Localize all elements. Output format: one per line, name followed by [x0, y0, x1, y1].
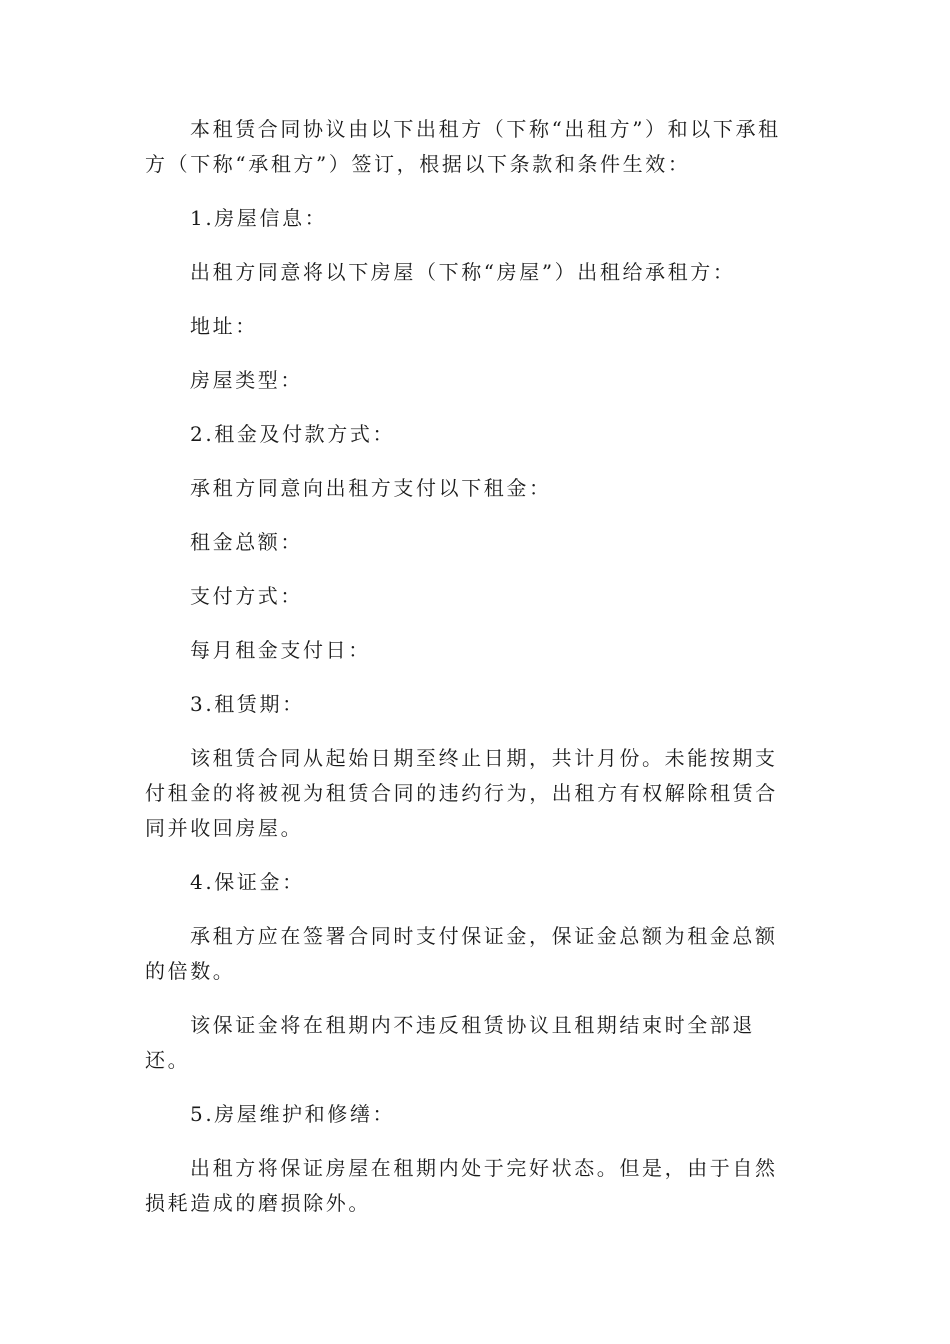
- document-body: [145, 112, 795, 1240]
- paragraph-rent-agreement: 承租方同意向出租方支付以下租金：: [190, 476, 552, 500]
- section-heading-rent-payment: 2.租金及付款方式：: [190, 422, 396, 446]
- section-heading-deposit: 4.保证金：: [190, 870, 305, 894]
- paragraph-deposit-refund: 该保证金将在租期内不违反租赁协议且租期结束时全部退还。: [145, 1013, 755, 1072]
- section-heading-maintenance: 5.房屋维护和修缮：: [190, 1102, 396, 1126]
- field-address: 地址：: [190, 314, 258, 338]
- field-monthly-payment-day: 每月租金支付日：: [190, 638, 371, 662]
- field-rent-total: 租金总额：: [190, 530, 303, 554]
- paragraph-deposit-amount: 承租方应在签署合同时支付保证金，保证金总额为租金总额的倍数。: [145, 924, 778, 983]
- paragraph-maintenance: 出租方将保证房屋在租期内处于完好状态。但是，由于自然损耗造成的磨损除外。: [145, 1156, 778, 1215]
- field-property-type: 房屋类型：: [190, 368, 303, 392]
- section-heading-lease-term: 3.租赁期：: [190, 692, 305, 716]
- field-payment-method: 支付方式：: [190, 584, 303, 608]
- paragraph-lease-term: 该租赁合同从起始日期至终止日期，共计月份。未能按期支付租金的将被视为租赁合同的违约行为，出租方有权解除租赁合同并收回房屋。: [145, 746, 778, 840]
- paragraph-intro: 本租赁合同协议由以下出租方（下称“出租方”）和以下承租方（下称“承租方”）签订，根据以下条款和条件生效：: [145, 117, 781, 176]
- section-heading-property-info: 1.房屋信息：: [190, 206, 328, 230]
- paragraph-property-lease: 出租方同意将以下房屋（下称“房屋”）出租给承租方：: [190, 260, 736, 284]
